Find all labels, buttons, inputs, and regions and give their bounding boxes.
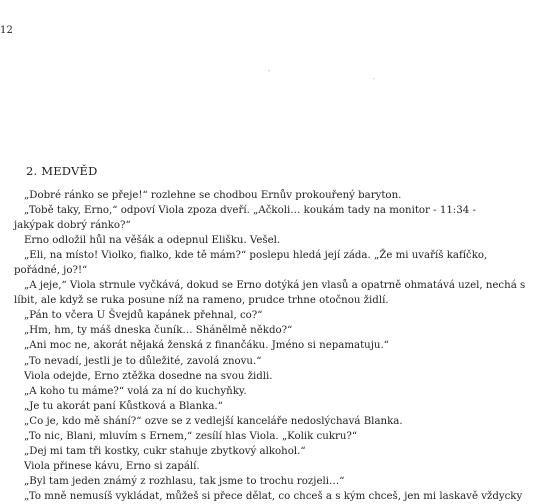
scan-speck <box>268 70 270 71</box>
text-line: „Je tu akorát paní Kůstková a Blanka.“ <box>24 400 223 412</box>
text-line: „Hm, hm, ty máš dneska čuník… Shánělmě někdo?“ <box>24 325 293 337</box>
text-line: Erno odložil hůl na věšák a odepnul Elišku. Vešel. <box>24 235 281 247</box>
text-line: „Pán to včera U Švejdů kapánek přehnal, co?“ <box>24 310 263 322</box>
text-line: Viola odejde, Erno ztěžka dosedne na svou židli. <box>24 370 273 382</box>
text-line: „Tobě taky, Erno,“ odpoví Viola zpoza dveří. „Ačkoli… koukám tady na monitor - 11:34 - <box>24 205 476 217</box>
page-number: 12 <box>0 25 14 36</box>
text-line: „Dobré ránko se přeje!“ rozlehne se chodbou Ernův prokouřený baryton. <box>24 190 402 201</box>
text-line: jakýpak dobrý ránko?“ <box>14 220 131 232</box>
scan-speck <box>373 78 374 79</box>
text-line: líbit, ale když se ruka posune níž na rameno, prudce trhne otočnou židlí. <box>14 295 389 307</box>
text-line: „Co je, kdo mě shání?“ ozve se z vedlejší kanceláře nedoslýchavá Blanka. <box>24 415 403 427</box>
text-line: „A jeje,“ Viola strnule vyčkává, dokud se Erno dotýká jen vlasů a opatrně ohmatává uzel, nechá s <box>24 280 526 292</box>
text-line: „Ani moc ne, akorát nějaká ženská z finančáku. Jméno si nepamatuju.“ <box>24 340 389 352</box>
text-line: „To mně nemusíš vykládat, můžeš si přece dělat, co chceš a s kým chceš, jen mi laskavě vždycky <box>24 490 523 502</box>
text-line: „A koho tu máme?“ volá za ní do kuchyňky. <box>24 385 247 397</box>
text-line: „Byl tam jeden známý z rozhlasu, tak jsme to trochu rozjeli…“ <box>24 475 345 487</box>
text-line: „To nic, Blani, mluvím s Ernem,“ zesílí hlas Viola. „Kolik cukru?“ <box>24 430 358 442</box>
chapter-title: 2. MEDVĚD <box>26 164 98 178</box>
chapter-body-text <box>14 188 534 504</box>
text-line: „Dej mi tam tři kostky, cukr stahuje zbytkový alkohol.“ <box>24 445 306 457</box>
text-line: „Eli, na místo! Violko, fialko, kde tě mám?“ poslepu hledá její záda. „Že mi uvaříš kafíčko, <box>24 250 488 262</box>
text-line: „To nevadí, jestli je to důležité, zavolá znovu.“ <box>24 355 262 367</box>
text-line: pořádné, jo?!“ <box>14 265 88 277</box>
text-line: Viola přinese kávu, Erno si zapálí. <box>24 460 200 472</box>
